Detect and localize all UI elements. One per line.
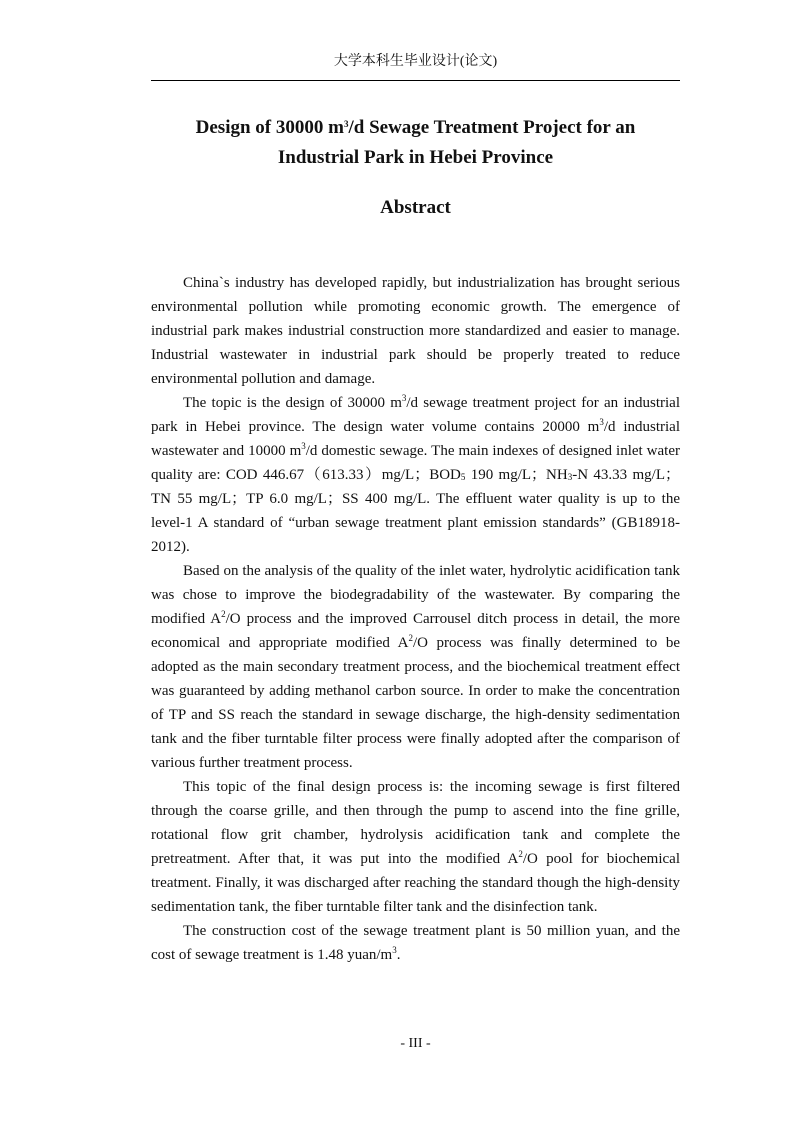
text-run: /O pool for biochemical treatment. Finally, it was discharged after reaching the standard though the high-density sedimentation tank, the fiber turntable filter tank and the disinfection tank.	[151, 851, 680, 915]
abstract-heading: Abstract	[380, 197, 451, 218]
paper-title	[151, 113, 680, 173]
superscript: 2	[408, 633, 413, 643]
superscript: 3	[599, 417, 604, 427]
header-divider	[151, 80, 680, 81]
paragraph-4	[151, 775, 680, 919]
subscript: 3	[567, 472, 573, 482]
superscript: 2	[518, 849, 523, 859]
title-text: Design of 30000 m	[195, 117, 344, 138]
paragraph-2	[151, 391, 680, 559]
paragraph-5	[151, 919, 680, 967]
text-run: /d domestic sewage. The main indexes of designed inlet water quality are: COD 446.67（613.33）mg/L；BOD	[151, 443, 680, 483]
superscript: 2	[221, 609, 226, 619]
text-run: Based on the analysis of the quality of the inlet water, hydrolytic acidification tank was chose to improve the biodegradability of the wastewater. By comparing the modified A	[151, 563, 680, 627]
paragraph-3	[151, 559, 680, 775]
title-line-2: Industrial Park in Hebei Province	[277, 147, 554, 168]
page-number: - III -	[400, 1036, 431, 1051]
subscript: 5	[460, 472, 466, 482]
text-run: /d sewage treatment project for an industrial park in Hebei province. The design water volume contains 20000 m	[151, 395, 681, 435]
text-run: The topic is the design of 30000 m	[183, 395, 402, 411]
text-run: 190 mg/L；NH	[465, 467, 568, 483]
text-run: This topic of the final design process is: the incoming sewage is first filtered through the coarse grille, and then through the pump to ascend into the fine grille, rotational flow grit chamber, hydrolysis acidification tank and complete the pretreatment. After that, it was put into the modified A	[151, 779, 680, 867]
paragraph-1: China`s industry has developed rapidly, but industrialization has brought serious environmental pollution while promoting economic growth. The emergence of industrial park makes industrial construction more standardized and easier to manage. Industrial wastewater in industrial park should be properly treated to reduce environmental pollution and damage.	[151, 275, 680, 387]
superscript: 3	[392, 945, 397, 955]
title-text: /d Sewage Treatment Project for an	[348, 117, 636, 138]
text-run: /d industrial wastewater and 10000 m	[151, 419, 681, 459]
superscript: 3	[301, 441, 306, 451]
running-header: 大学本科生毕业设计(论文)	[333, 54, 498, 69]
title-superscript: 3	[343, 119, 349, 129]
text-run: /O process was finally determined to be adopted as the main secondary treatment process, and the biochemical treatment effect was guaranteed by adding methanol carbon source. In order to make the concentration of TP and SS reach the standard in sewage discharge, the high-density sedimentation tank and the fiber turntable filter process were finally adopted after the comparison of various further treatment process.	[151, 635, 681, 771]
text-run: /O process and the improved Carrousel ditch process in detail, the more economical and appropriate modified A	[151, 611, 680, 651]
superscript: 3	[401, 393, 407, 403]
title-line-1	[151, 113, 680, 143]
abstract-body	[151, 271, 680, 967]
text-run: .	[396, 947, 401, 963]
text-run: The construction cost of the sewage treatment plant is 50 million yuan, and the cost of sewage treatment is 1.48 yuan/m	[151, 923, 680, 963]
text-run: -N 43.33 mg/L；TN 55 mg/L；TP 6.0 mg/L；SS 400 mg/L. The effluent water quality is up to the level-1 A standard of “urban sewage treatment plant emission standards” (GB18918-2012).	[151, 467, 680, 555]
